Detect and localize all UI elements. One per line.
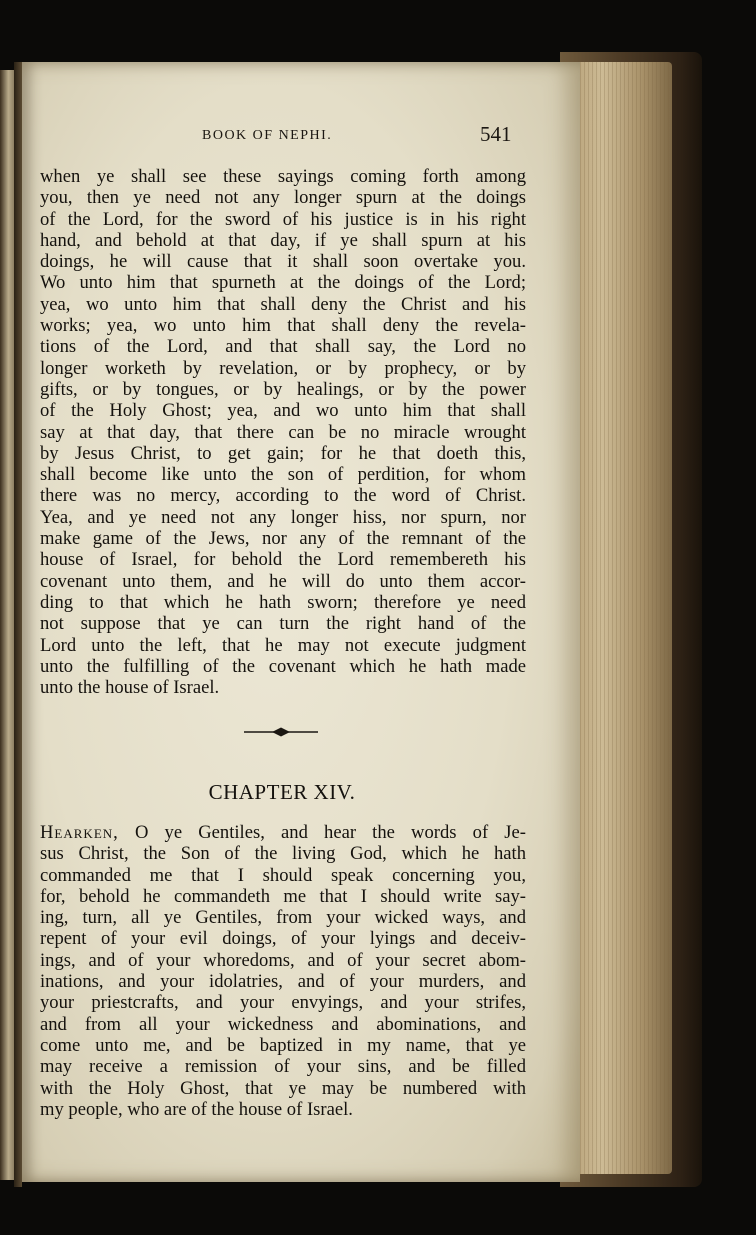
text-line: and from all your wickedness and abominations, and [40, 1013, 526, 1035]
page-number: 541 [480, 122, 512, 146]
text-line: come unto me, and be baptized in my name, that ye [40, 1034, 526, 1056]
text-line: longer worketh by revelation, or by prophecy, or by [40, 357, 526, 379]
text-line: there was no mercy, according to the word of Christ. [40, 485, 526, 507]
book-page [22, 62, 580, 1182]
text-line: covenant unto them, and he will do unto them accor- [40, 570, 526, 592]
text-line: repent of your evil doings, of your lyings and deceiv- [40, 928, 526, 950]
text-line: doings, he will cause that it shall soon overtake you. [40, 251, 526, 273]
text-line: my people, who are of the house of Israel. [40, 1098, 353, 1120]
text-line: for, behold he commandeth me that I should write say- [40, 885, 526, 907]
text-line: gifts, or by tongues, or by healings, or by the power [40, 378, 526, 400]
text-line: of the Holy Ghost; yea, and wo unto him that shall [40, 400, 526, 422]
text-line: sus Christ, the Son of the living God, which he hath [40, 843, 526, 865]
verse-block-2 [40, 822, 526, 1120]
text-line: may receive a remission of your sins, and be filled [40, 1056, 526, 1078]
facing-page-edge [0, 70, 14, 1180]
text-line: commanded me that I should speak concerning you, [40, 864, 526, 886]
text-line: house of Israel, for behold the Lord remembereth his [40, 549, 526, 571]
first-line-rest: O ye Gentiles, and hear the words of Je- [118, 822, 526, 843]
book-gutter [14, 62, 22, 1187]
text-line: shall become like unto the son of perdition, for whom [40, 464, 526, 486]
running-title: BOOK OF NEPHI. [202, 128, 333, 143]
text-line: make game of the Jews, nor any of the remnant of the [40, 528, 526, 550]
text-line: Wo unto him that spurneth at the doings of the Lord; [40, 272, 526, 294]
text-line: tions of the Lord, and that shall say, the Lord no [40, 336, 526, 358]
text-line: hand, and behold at that day, if ye shall spurn at his [40, 229, 526, 251]
text-line: ding to that which he hath sworn; therefore ye need [40, 591, 526, 613]
text-line: with the Holy Ghost, that ye may be numbered with [40, 1077, 526, 1099]
text-line: ing, turn, all ye Gentiles, from your wicked ways, and [40, 907, 526, 929]
text-line: your priestcrafts, and your envyings, and your strifes, [40, 992, 526, 1014]
text-line: when ye shall see these sayings coming forth among [40, 166, 526, 187]
text-line: ings, and of your whoredoms, and of your secret abom- [40, 949, 526, 971]
text-line: inations, and your idolatries, and of your murders, and [40, 971, 526, 993]
text-line [40, 822, 526, 843]
text-line: of the Lord, for the sword of his justice is in his right [40, 208, 526, 230]
text-line: unto the house of Israel. [40, 677, 220, 699]
text-line: say at that day, that there can be no miracle wrought [40, 421, 526, 443]
text-line: Yea, and ye need not any longer hiss, nor spurn, nor [40, 506, 526, 528]
text-line: yea, wo unto him that shall deny the Christ and his [40, 293, 526, 315]
text-line: not suppose that ye can turn the right hand of the [40, 613, 526, 635]
lead-word: Hearken, [40, 822, 119, 843]
text-line: unto the fulfilling of the covenant which he hath made [40, 655, 526, 677]
text-line: Lord unto the left, that he may not execute judgment [40, 634, 526, 656]
text-line: by Jesus Christ, to get gain; for he that doeth this, [40, 442, 526, 464]
chapter-heading: CHAPTER XIV. [208, 780, 356, 804]
text-line: works; yea, wo unto him that shall deny the revela- [40, 315, 526, 337]
divider-ornament-icon [244, 726, 318, 738]
running-head [22, 122, 580, 152]
text-line: you, then ye need not any longer spurn at the doings [40, 187, 526, 209]
page-edges [572, 62, 672, 1174]
verse-block-1 [40, 166, 526, 698]
